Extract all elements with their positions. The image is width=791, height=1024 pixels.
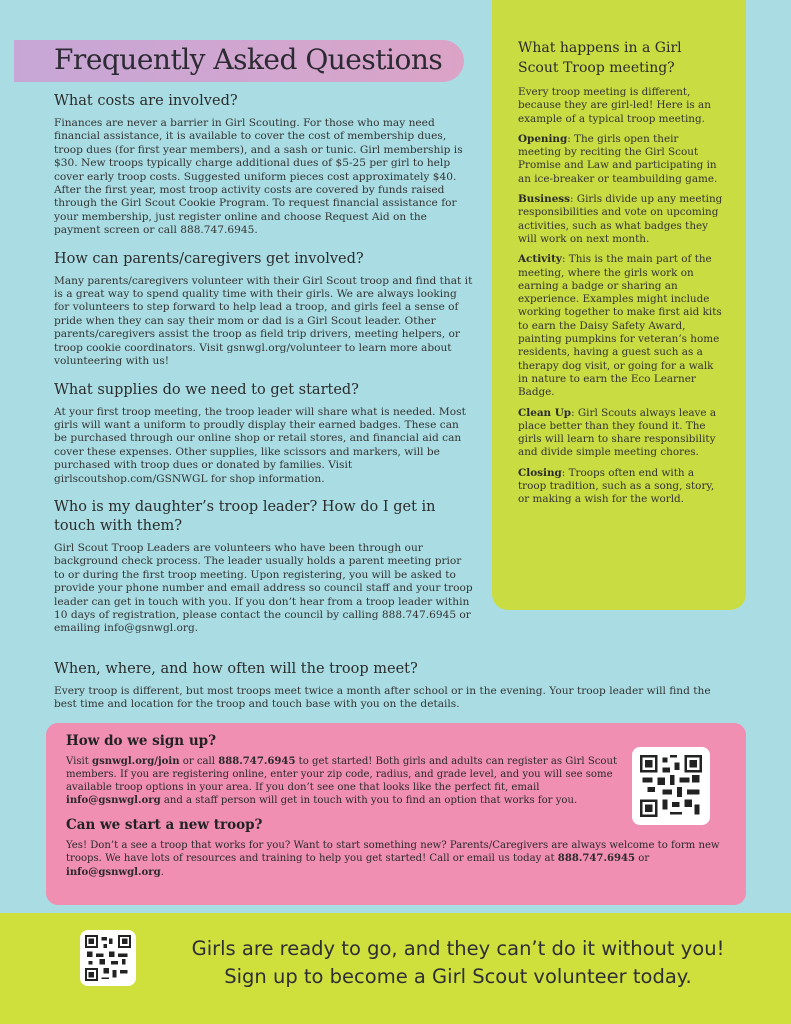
sidebar-item-label: Closing	[518, 466, 562, 479]
sidebar-item	[518, 467, 723, 507]
page-title: Frequently Asked Questions	[54, 43, 443, 76]
faq-item	[54, 250, 474, 369]
signup-box	[46, 723, 746, 905]
newtroop-text-part: Yes! Don’t a see a troop that works for you? Want to start something new? Parents/Caregivers are always welcome to form new troops. We have lots of resources and training to help you get started! Call or email us today at	[66, 840, 720, 865]
qr-code-icon[interactable]	[632, 747, 710, 825]
sidebar-item	[518, 407, 723, 460]
faq-answer: Every troop is different, but most troops meet twice a month after school or in the evening. Your troop leader will find the best time and location for the troop and touch base with you on the details.	[54, 685, 711, 711]
sidebar-item-text: : The girls open their meeting by reciting the Girl Scout Promise and Law and participating in an ice-breaker or teambuilding game.	[518, 132, 718, 185]
faq-question: What supplies do we need to get started?	[54, 381, 359, 398]
sidebar-intro: Every troop meeting is different, because they are girl-led! Here is an example of a typical troop meeting.	[518, 86, 711, 125]
faq-question: What costs are involved?	[54, 93, 238, 109]
faq-answer: Finances are never a barrier in Girl Scouting. For those who may need financial assistance, it is available to cover the cost of membership dues, troop dues (for first year members), and a sash or tunic. Girl membership is $30. New troops typically charge additional dues of $5-25 per girl to help cover early troop costs. Suggested uniform pieces cost approximately $40. After the first year, most troop activity costs are covered by funds raised through the Girl Scout Cookie Program. To request financial assistance for your membership, just register online and choose Request Aid on the payment screen or call 888.747.6945.	[54, 117, 463, 237]
qr-code-icon[interactable]	[80, 930, 136, 986]
sidebar-item-label: Opening	[518, 132, 568, 145]
newtroop-text	[66, 839, 726, 878]
faq-answer: Many parents/caregivers volunteer with their Girl Scout troop and find that it is a great way to spend quality time with their girls. We are always looking for volunteers to step forward to help lead a troop, and girls feel a sense of pride when they can say their mom or dad is a Girl Scout leader. Other parents/caregivers assist the troop as field trip drivers, meeting helpers, or troop cookie coordinators. Visit gsnwgl.org/volunteer to learn more about volunteering with us!	[54, 274, 473, 368]
faq-item	[54, 498, 474, 636]
signup-text	[66, 755, 621, 807]
faq-question: When, where, and how often will the troop meet?	[54, 661, 418, 677]
newtroop-text-part: or	[635, 853, 650, 865]
faq-item	[54, 381, 474, 486]
join-link[interactable]: gsnwgl.org/join	[92, 756, 180, 767]
footer-message	[148, 935, 768, 991]
phone-link[interactable]: 888.747.6945	[218, 756, 296, 767]
newtroop-text-part: .	[160, 866, 164, 878]
sidebar-item-text: : This is the main part of the meeting, where the girls work on earning a badge or sharing an experience. Examples might include working together to make first aid kits to earn the Daisy Safety Award, painting pumpkins for veteran’s home residents, having a guest such as a therapy dog visit, or going for a walk in nature to earn the Eco Learner Badge.	[518, 253, 722, 399]
faq-question: How can parents/caregivers get involved?	[54, 250, 364, 267]
sidebar-item	[518, 133, 723, 186]
faq-item-meet	[54, 660, 734, 712]
sidebar-item-label: Clean Up	[518, 406, 572, 419]
sidebar-item-label: Activity	[518, 253, 562, 266]
signup-text-part: Visit	[66, 756, 93, 767]
sidebar-item-label: Business	[518, 193, 570, 206]
sidebar-item-text: : Girl Scouts always leave a place better than they found it. The girls will learn to share responsibility and divide simple meeting chores.	[518, 406, 717, 459]
email-link[interactable]: info@gsnwgl.org	[66, 795, 161, 807]
sidebar-item	[518, 193, 723, 246]
phone-link[interactable]: 888.747.6945	[557, 853, 636, 865]
sidebar-title: What happens in a Girl Scout Troop meeting?	[518, 40, 682, 76]
faq-list	[54, 92, 474, 648]
footer-line: Sign up to become a Girl Scout volunteer today.	[224, 965, 692, 988]
sidebar-item	[518, 253, 723, 399]
sidebar-item-text: : Girls divide up any meeting responsibilities and vote on upcoming activities, such as what badges they will work on next month.	[518, 193, 723, 245]
sidebar-item-text: : Troops often end with a troop tradition, such as a song, story, or making a wish for the world.	[518, 466, 715, 506]
faq-item	[54, 92, 474, 238]
signup-text-part: or call	[179, 756, 219, 767]
signup-heading: How do we sign up?	[66, 733, 216, 749]
title-band	[14, 40, 464, 82]
meeting-sidebar	[492, 0, 746, 610]
faq-question: Who is my daughter’s troop leader? How do I get in touch with them?	[54, 498, 436, 534]
email-link[interactable]: info@gsnwgl.org	[66, 866, 161, 878]
signup-text-part: to get started! Both girls and adults can register as Girl Scout members. If you are registering online, enter your zip code, radius, and grade level, and you will see some available troop options in your area. If you don’t see one that looks like the perfect fit, email	[66, 756, 618, 794]
faq-answer: At your first troop meeting, the troop leader will share what is needed. Most girls will want a uniform to proudly display their earned badges. These can be purchased through our online shop or retail stores, and financial aid can cover these expenses. Other supplies, like scissors and markers, will be purchased with troop dues or donated by families. Visit girlscoutshop.com/GSNWGL for shop information.	[54, 405, 466, 485]
footer-banner	[0, 913, 791, 1024]
faq-answer: Girl Scout Troop Leaders are volunteers who have been through our background check process. The leader usually holds a parent meeting prior to or during the first troop meeting. Upon registering, you will be asked to provide your phone number and email address so council staff and your troop leader can get in touch with you. If you don’t hear from a troop leader within 10 days of registration, please contact the council by calling 888.747.6945 or emailing info@gsnwgl.org.	[54, 541, 473, 635]
signup-text-part: and a staff person will get in touch with you to find an option that works for you.	[160, 795, 578, 807]
newtroop-heading: Can we start a new troop?	[66, 817, 263, 834]
footer-line: Girls are ready to go, and they can’t do it without you!	[191, 937, 725, 960]
